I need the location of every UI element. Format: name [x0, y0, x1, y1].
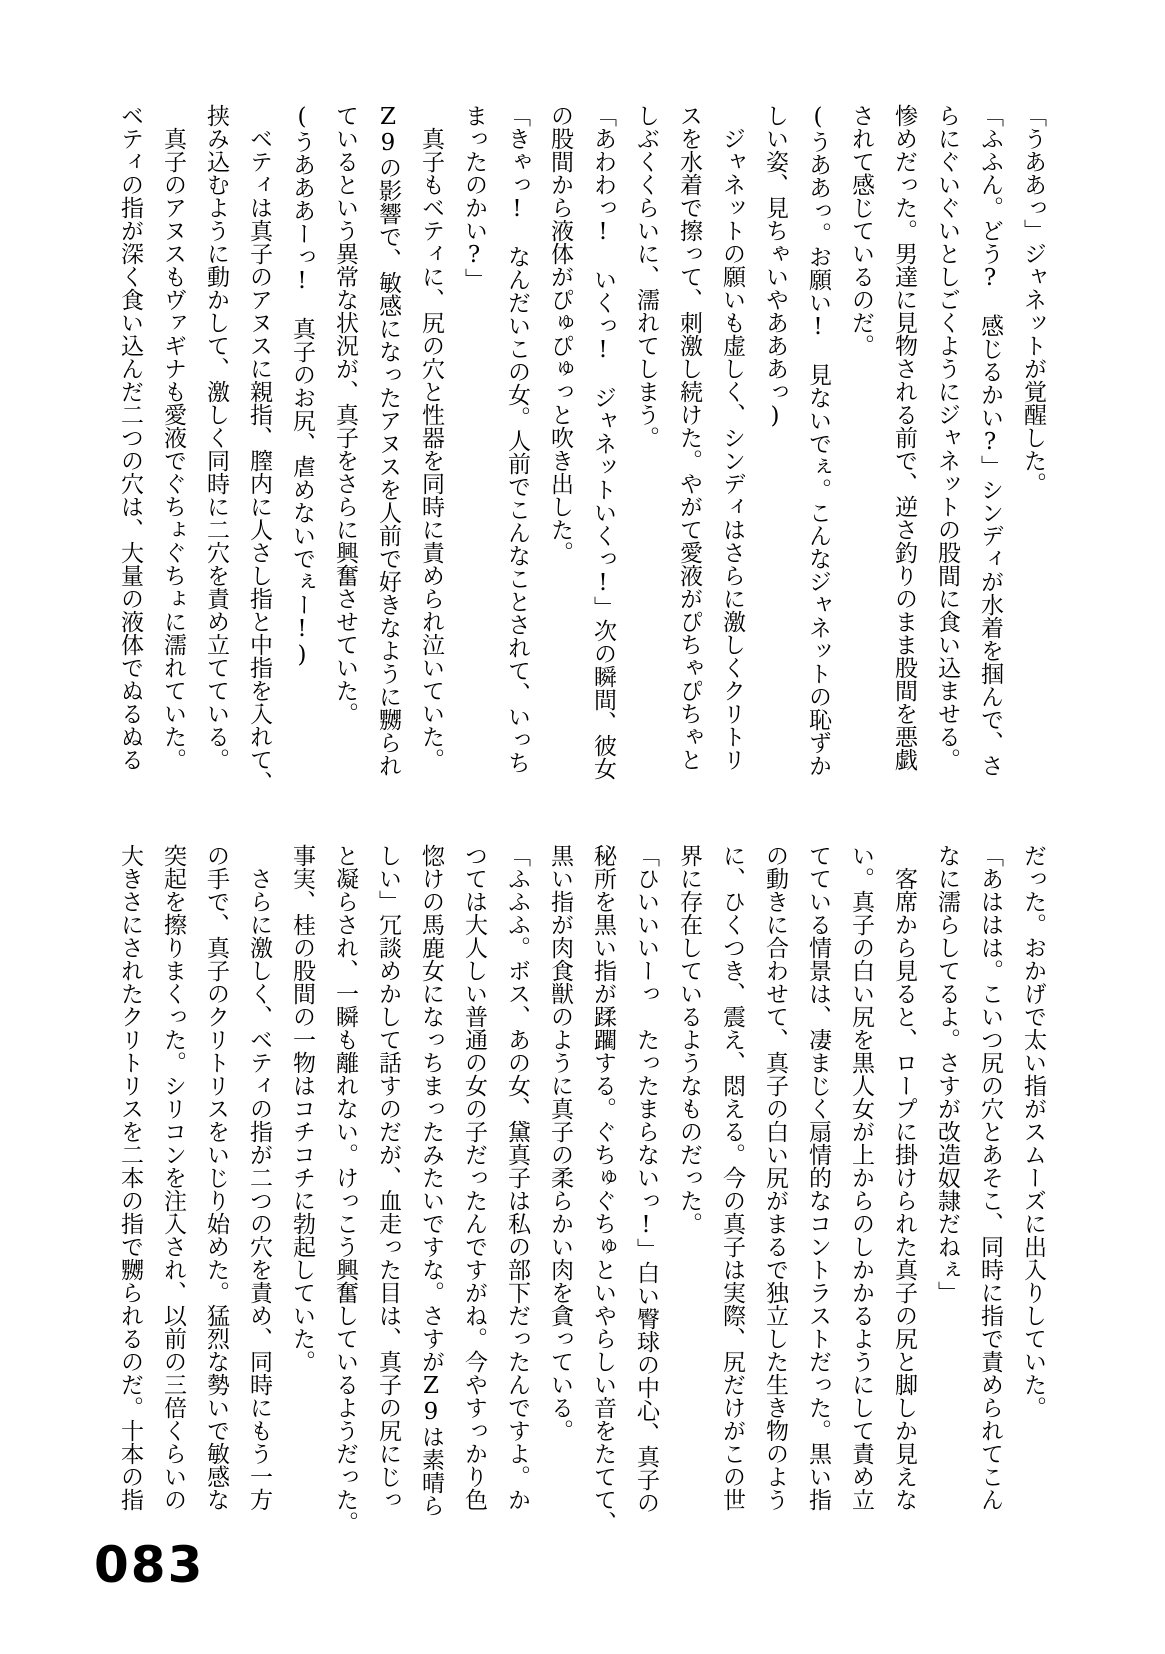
text-column: 「ひいいいーっ たったまらないっ!」白い臀球の中心、真子の [633, 844, 659, 1514]
text-column: (うああっ。お願い! 見ないでぇ。こんなジャネットの恥ずか [805, 104, 831, 777]
text-column: 真子もベティに、尻の穴と性器を同時に責められ泣いていた。 [418, 104, 444, 771]
text-column: なに濡らしてるよ。さすが改造奴隷だねぇ」 [934, 844, 960, 1304]
text-column: 大きさにされたクリトリスを二本の指で嬲られるのだ。十本の指 [117, 844, 143, 1511]
text-column: 突起を擦りまくった。シリコンを注入され、以前の三倍くらいの [160, 844, 186, 1511]
text-column: 「きゃっ! なんだいこの女。人前でこんなことされて、いっち [504, 104, 530, 774]
text-column: ているという異常な状況が、真子をさらに興奮させていた。 [332, 104, 358, 725]
top-text-block [108, 104, 1054, 794]
text-column: 客席から見ると、ロープに掛けられた真子の尻と脚しか見えな [891, 844, 917, 1511]
text-column: だった。おかげで太い指がスムーズに出入りしていた。 [1020, 844, 1046, 1419]
text-column: Z9の影響で、敏感になったアヌスを人前で好きなように嬲られ [375, 104, 401, 777]
text-column: されて感じているのだ。 [848, 104, 874, 357]
text-column: 真子のアヌスもヴァギナも愛液でぐちょぐちょに濡れていた。 [160, 104, 186, 771]
page-number: 083 [94, 1536, 205, 1594]
text-column: の動きに合わせて、真子の白い尻がまるで独立した生き物のよう [762, 844, 788, 1511]
text-column: しぶくくらいに、濡れてしまう。 [633, 104, 659, 449]
text-column: しい」冗談めかして話すのだが、血走った目は、真子の尻にじっ [375, 844, 401, 1511]
text-column: 事実、桂の股間の一物はコチコチに勃起していた。 [289, 844, 315, 1373]
text-column: の手で、真子のクリトリスをいじり始めた。猛烈な勢いで敏感な [203, 844, 229, 1511]
text-column: ベティは真子のアヌスに親指、膣内に人さし指と中指を入れて、 [246, 104, 272, 794]
text-column: 「うああっ」ジャネットが覚醒した。 [1020, 104, 1046, 495]
text-column: 「あわわっ! いくっ! ジャネットいくっ!」次の瞬間、彼女 [590, 104, 616, 780]
text-column: に、ひくつき、震え、悶える。今の真子は実際、尻だけがこの世 [719, 844, 745, 1511]
text-column: 「ふふふ。ボス、あの女、黛真子は私の部下だったんですよ。か [504, 844, 530, 1511]
text-column: の股間から液体がぴゅぴゅっと吹き出した。 [547, 104, 573, 564]
text-column: ベティの指が深く食い込んだ二つの穴は、大量の液体でぬるぬる [117, 104, 143, 771]
text-column: 「あははは。こいつ尻の穴とあそこ、同時に指で責められてこん [977, 844, 1003, 1511]
text-column: まったのかい?」 [461, 104, 487, 291]
text-column: 秘所を黒い指が蹂躙する。ぐちゅぐちゅといやらしい音をたてて、 [590, 844, 616, 1534]
text-column: (うあああーっ! 真子のお尻、虐めないでぇー!) [289, 104, 315, 668]
text-column: らにぐいぐいとしごくようにジャネットの股間に食い込ませる。 [934, 104, 960, 771]
text-column: 惨めだった。男達に見物される前で、逆さ釣りのまま股間を悪戯 [891, 104, 917, 771]
text-column: 挟み込むように動かして、激しく同時に二穴を責め立てている。 [203, 104, 229, 771]
text-column: 黒い指が肉食獣のように真子の柔らかい肉を貪っている。 [547, 844, 573, 1442]
bottom-text-block [108, 844, 1054, 1534]
text-column: 惚けの馬鹿女になっちまったみたいですな。さすがZ9は素晴ら [418, 844, 444, 1517]
text-column: しい姿、見ちゃいやあああっ) [762, 104, 788, 429]
text-column: つては大人しい普通の女の子だったんですがね。今やすっかり色 [461, 844, 487, 1511]
text-column: 「ふふん。どう? 感じるかい?」シンディが水着を掴んで、さ [977, 104, 1003, 777]
text-column: てている情景は、凄まじく扇情的なコントラストだった。黒い指 [805, 844, 831, 1511]
text-column: と凝らされ、一瞬も離れない。けっこう興奮しているようだった。 [332, 844, 358, 1534]
text-column: ジャネットの願いも虚しく、シンディはさらに激しくクリトリ [719, 104, 745, 771]
text-column: 界に存在しているようなものだった。 [676, 844, 702, 1235]
text-column: スを水着で擦って、刺激し続けた。やがて愛液がぴちゃぴちゃと [676, 104, 702, 771]
text-column: さらに激しく、ベティの指が二つの穴を責め、同時にもう一方 [246, 844, 272, 1511]
text-column: い。真子の白い尻を黒人女が上からのしかかるようにして責め立 [848, 844, 874, 1511]
